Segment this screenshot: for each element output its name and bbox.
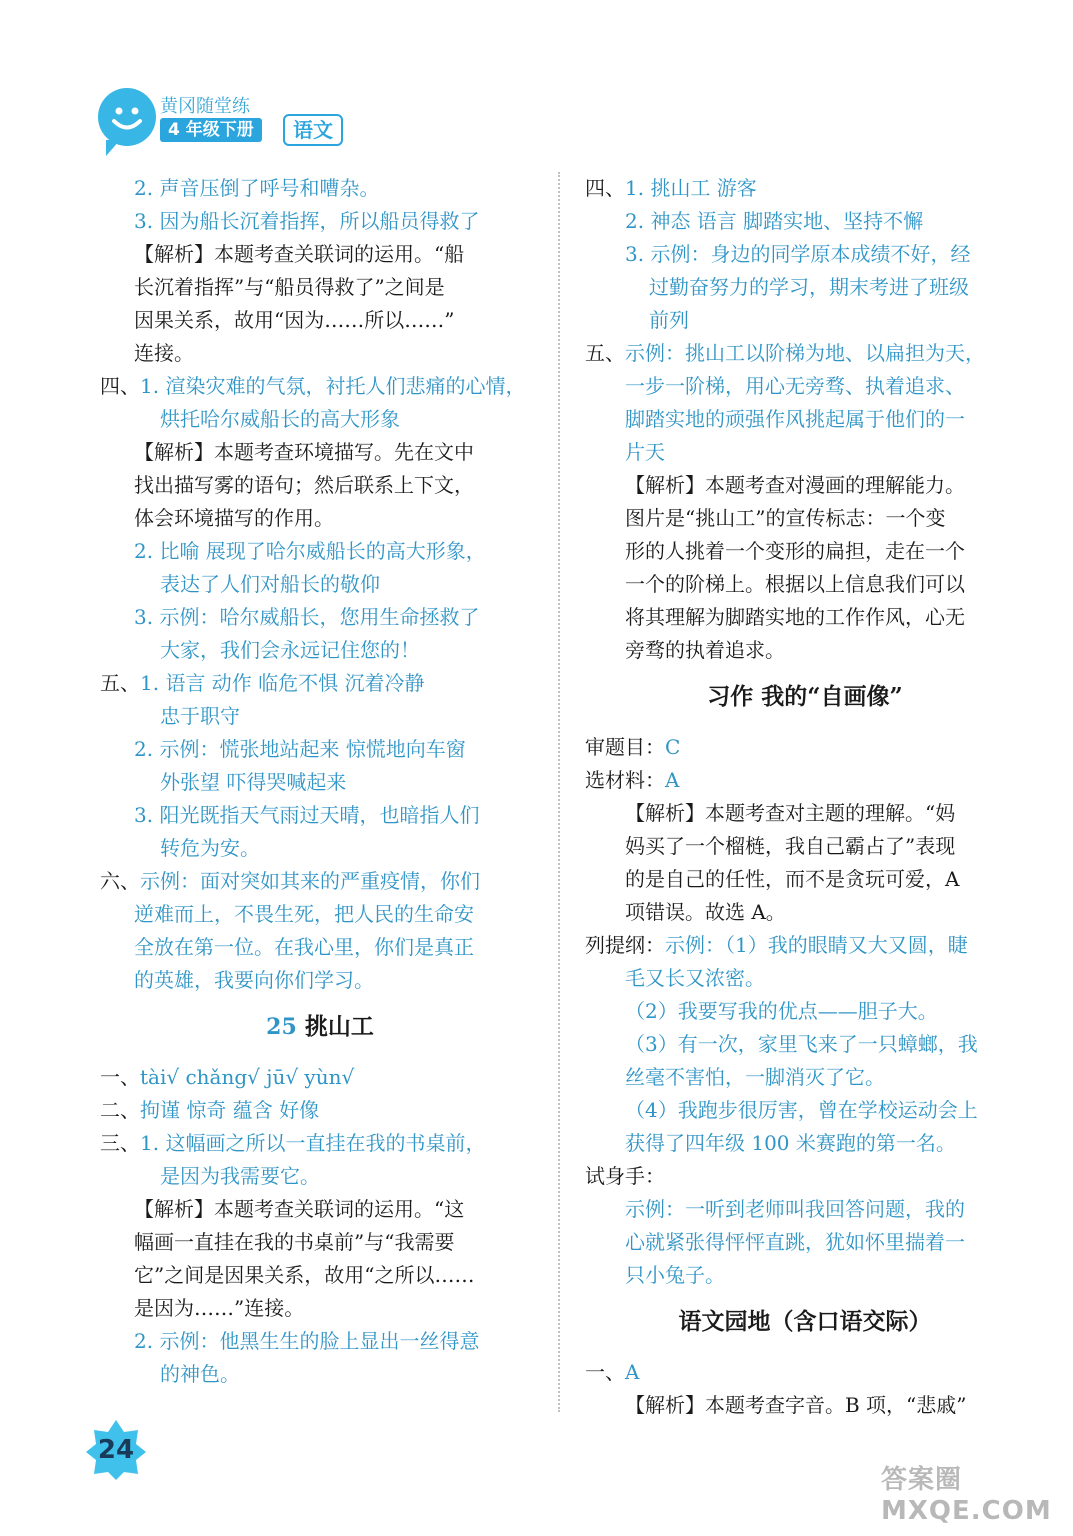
answer-text: 丝毫不害怕，一脚消灭了它。 xyxy=(625,1065,885,1089)
answer-line xyxy=(585,995,1025,1028)
answer-line xyxy=(585,568,1025,601)
answer-line xyxy=(585,469,1025,502)
answer-text: C xyxy=(665,735,681,759)
answer-text: 妈买了一个榴梿，我自己霸占了”表现 xyxy=(625,834,956,858)
answer-line xyxy=(100,403,540,436)
answer-line xyxy=(585,205,1025,238)
answer-line xyxy=(585,1028,1025,1061)
answer-text: 2. 神态 语言 脚踏实地、坚持不懈 xyxy=(625,209,924,233)
answer-text: 幅画一直挂在我的书桌前”与“我需要 xyxy=(134,1230,455,1254)
answer-line xyxy=(585,797,1025,830)
answer-text: 的神色。 xyxy=(160,1362,240,1386)
answer-text: 逆难而上，不畏生死，把人民的生命安 xyxy=(134,902,474,926)
lesson-title: 挑山工 xyxy=(304,1013,374,1040)
answer-line xyxy=(100,799,540,832)
item-prefix: 一、 xyxy=(585,1360,625,1384)
answer-text: 【解析】本题考查环境描写。先在文中 xyxy=(134,440,474,464)
answer-line xyxy=(100,502,540,535)
answer-text: 1. 挑山工 游客 xyxy=(625,176,757,200)
column-divider xyxy=(558,172,560,1412)
answer-line xyxy=(100,436,540,469)
answer-line xyxy=(100,1094,540,1127)
answer-text: 获得了四年级 100 米赛跑的第一名。 xyxy=(625,1131,956,1155)
item-prefix: 三、 xyxy=(100,1131,140,1155)
answer-text: 【解析】本题考查对漫画的理解能力。 xyxy=(625,473,965,497)
item-prefix: 一、 xyxy=(100,1065,140,1089)
answer-line xyxy=(100,337,540,370)
answer-line xyxy=(585,304,1025,337)
answer-text: 因果关系，故用“因为……所以……” xyxy=(134,308,455,332)
item-prefix: 试身手： xyxy=(585,1164,665,1188)
answer-text: 只小兔子。 xyxy=(625,1263,725,1287)
left-column xyxy=(100,172,540,1391)
answer-text: 3. 阳光既指天气雨过天晴，也暗指人们 xyxy=(134,803,480,827)
answer-line xyxy=(100,1226,540,1259)
answer-text: （2）我要写我的优点——胆子大。 xyxy=(625,999,938,1023)
answer-text: 过勤奋努力的学习，期末考进了班级 xyxy=(649,275,969,299)
answer-text: （3）有一次，家里飞来了一只蟑螂，我 xyxy=(625,1032,978,1056)
right-column xyxy=(585,172,1025,1422)
answer-line xyxy=(585,502,1025,535)
answer-text: 连接。 xyxy=(134,341,194,365)
answer-text: 的英雄，我要向你们学习。 xyxy=(134,968,374,992)
answer-text: 示例：挑山工以阶梯为地、以扁担为天， xyxy=(625,341,985,365)
answer-text: 图片是“挑山工”的宣传标志：一个变 xyxy=(625,506,946,530)
answer-text: 一步一阶梯，用心无旁骛、执着追求、 xyxy=(625,374,965,398)
answer-text: 片天 xyxy=(625,440,665,464)
answer-line xyxy=(585,764,1025,797)
answer-text: 毛又长又浓密。 xyxy=(625,966,765,990)
answer-line xyxy=(100,1127,540,1160)
left-answers xyxy=(100,172,540,997)
answer-line xyxy=(100,733,540,766)
item-prefix: 六、 xyxy=(100,869,140,893)
answer-text: 全放在第一位。在我心里，你们是真正 xyxy=(134,935,474,959)
answer-line xyxy=(585,172,1025,205)
item-prefix: 五、 xyxy=(100,671,140,695)
answer-text: 【解析】本题考查字音。B 项，“悲戚” xyxy=(625,1393,967,1417)
answer-line xyxy=(585,731,1025,764)
answer-line xyxy=(585,1160,1025,1193)
answer-text: 2. 示例：慌张地站起来 惊慌地向车窗 xyxy=(134,737,466,761)
answer-line xyxy=(585,370,1025,403)
lesson-number: 25 xyxy=(266,1014,297,1040)
answer-text: 1. 这幅画之所以一直挂在我的书桌前， xyxy=(140,1131,486,1155)
answer-line xyxy=(585,403,1025,436)
answer-line xyxy=(585,1356,1025,1389)
answer-line xyxy=(585,896,1025,929)
answer-text: 【解析】本题考查对主题的理解。“妈 xyxy=(625,801,956,825)
answer-text: 项错误。故选 A。 xyxy=(625,900,786,924)
item-prefix: 四、 xyxy=(585,176,625,200)
answer-line xyxy=(100,700,540,733)
answer-line xyxy=(100,931,540,964)
answer-text: 是因为……”连接。 xyxy=(134,1296,305,1320)
answer-line xyxy=(100,667,540,700)
answer-line xyxy=(100,1358,540,1391)
answer-line xyxy=(100,469,540,502)
answer-line xyxy=(585,1193,1025,1226)
lesson-25-heading xyxy=(100,1007,540,1047)
item-prefix: 五、 xyxy=(585,341,625,365)
right-answers xyxy=(585,172,1025,667)
answer-text: A xyxy=(665,768,680,792)
answer-text: 一个的阶梯上。根据以上信息我们可以 xyxy=(625,572,965,596)
answer-text: 示例：（1）我的眼睛又大又圆，睫 xyxy=(665,933,968,957)
item-prefix: 二、 xyxy=(100,1098,140,1122)
answer-line xyxy=(100,1259,540,1292)
answer-text: 的是自己的任性，而不是贪玩可爱，A xyxy=(625,867,960,891)
answer-line xyxy=(585,1226,1025,1259)
answer-line xyxy=(585,337,1025,370)
answer-text: 烘托哈尔威船长的高大形象 xyxy=(160,407,400,431)
answer-line xyxy=(585,271,1025,304)
answer-text: 是因为我需要它。 xyxy=(160,1164,320,1188)
answer-text: 形的人挑着一个变形的扁担，走在一个 xyxy=(625,539,965,563)
answer-line xyxy=(100,1193,540,1226)
item-prefix: 四、 xyxy=(100,374,140,398)
answer-text: 3. 示例：身边的同学原本成绩不好，经 xyxy=(625,242,971,266)
answer-line xyxy=(100,304,540,337)
answer-line xyxy=(100,172,540,205)
book-header xyxy=(98,88,358,160)
answer-line xyxy=(100,568,540,601)
answer-text: 脚踏实地的顽强作风挑起属于他们的一 xyxy=(625,407,965,431)
answer-text: 示例：一听到老师叫我回答问题，我的 xyxy=(625,1197,965,1221)
answer-text: 前列 xyxy=(649,308,689,332)
answer-text: 3. 示例：哈尔威船长，您用生命拯救了 xyxy=(134,605,480,629)
answer-line xyxy=(100,1160,540,1193)
answer-text: 大家，我们会永远记住您的！ xyxy=(160,638,420,662)
answer-line xyxy=(585,634,1025,667)
answer-text: 拘谨 惊奇 蕴含 好像 xyxy=(140,1098,320,1122)
item-prefix: 列提纲： xyxy=(585,933,665,957)
answer-text: 心就紧张得怦怦直跳，犹如怀里揣着一 xyxy=(625,1230,965,1254)
answer-line xyxy=(100,601,540,634)
answer-text: 1. 渲染灾难的气氛，衬托人们悲痛的心情， xyxy=(140,374,526,398)
answer-line xyxy=(100,634,540,667)
answer-line xyxy=(100,766,540,799)
answer-text: 1. 语言 动作 临危不惧 沉着冷静 xyxy=(140,671,425,695)
answer-text: 【解析】本题考查关联词的运用。“这 xyxy=(134,1197,465,1221)
answer-line xyxy=(100,898,540,931)
yuwenyuandi-answers xyxy=(585,1356,1025,1422)
answer-line xyxy=(585,863,1025,896)
answer-line xyxy=(585,929,1025,962)
answer-text: 找出描写雾的语句；然后联系上下文， xyxy=(134,473,474,497)
answer-text: 2. 比喻 展现了哈尔威船长的高大形象， xyxy=(134,539,486,563)
answer-line xyxy=(585,830,1025,863)
answer-line xyxy=(585,1259,1025,1292)
smiley-logo-icon xyxy=(98,88,156,146)
answer-text: 2. 声音压倒了呼号和嘈杂。 xyxy=(134,176,380,200)
page-number-badge xyxy=(84,1418,148,1482)
grade-label: 4 年级下册 xyxy=(160,118,262,142)
answer-line xyxy=(100,205,540,238)
answer-text: A xyxy=(625,1360,640,1384)
answer-text: tài√ chǎng√ jū√ yùn√ xyxy=(140,1065,355,1089)
answer-text: 将其理解为脚踏实地的工作作风，心无 xyxy=(625,605,965,629)
watermark xyxy=(881,1416,1061,1526)
answer-text: 3. 因为船长沉着指挥，所以船员得救了 xyxy=(134,209,480,233)
item-prefix: 选材料： xyxy=(585,768,665,792)
answer-line xyxy=(100,865,540,898)
answer-line xyxy=(100,964,540,997)
xizuo-heading: 习作 我的“自画像” xyxy=(707,683,903,710)
answer-line xyxy=(100,1061,540,1094)
answer-text: 示例：面对突如其来的严重疫情，你们 xyxy=(140,869,480,893)
answer-line xyxy=(585,1061,1025,1094)
answer-line xyxy=(100,370,540,403)
answer-line xyxy=(585,1127,1025,1160)
brand-name: 黄冈随堂练 xyxy=(160,96,250,117)
answer-line xyxy=(100,1292,540,1325)
answer-text: 体会环境描写的作用。 xyxy=(134,506,334,530)
answer-line xyxy=(100,832,540,865)
answer-line xyxy=(585,1094,1025,1127)
lesson-25-answers xyxy=(100,1061,540,1391)
answer-text: 转危为安。 xyxy=(160,836,260,860)
answer-text: （4）我跑步很厉害，曾在学校运动会上 xyxy=(625,1098,978,1122)
xizuo-answers xyxy=(585,731,1025,1292)
item-prefix: 审题目： xyxy=(585,735,665,759)
answer-line xyxy=(585,962,1025,995)
watermark-text: 答案圈 MXQE.COM xyxy=(881,1465,1052,1526)
answer-line xyxy=(585,535,1025,568)
answer-line xyxy=(585,601,1025,634)
answer-text: 表达了人们对船长的敬仰 xyxy=(160,572,380,596)
answer-text: 长沉着指挥”与“船员得救了”之间是 xyxy=(134,275,445,299)
page-number: 24 xyxy=(97,1435,135,1465)
yuwenyuandi-heading: 语文园地（含口语交际） xyxy=(678,1308,932,1335)
answer-text: 旁骛的执着追求。 xyxy=(625,638,785,662)
answer-text: 外张望 吓得哭喊起来 xyxy=(160,770,347,794)
answer-text: 忠于职守 xyxy=(160,704,240,728)
answer-line xyxy=(100,271,540,304)
answer-line xyxy=(100,535,540,568)
answer-line xyxy=(585,238,1025,271)
answer-line xyxy=(585,436,1025,469)
answer-text: 【解析】本题考查关联词的运用。“船 xyxy=(134,242,465,266)
answer-line xyxy=(100,1325,540,1358)
answer-text: 2. 示例：他黑生生的脸上显出一丝得意 xyxy=(134,1329,480,1353)
answer-line xyxy=(100,238,540,271)
subject-label: 语文 xyxy=(283,114,343,146)
answer-text: 它”之间是因果关系，故用“之所以…… xyxy=(134,1263,475,1287)
